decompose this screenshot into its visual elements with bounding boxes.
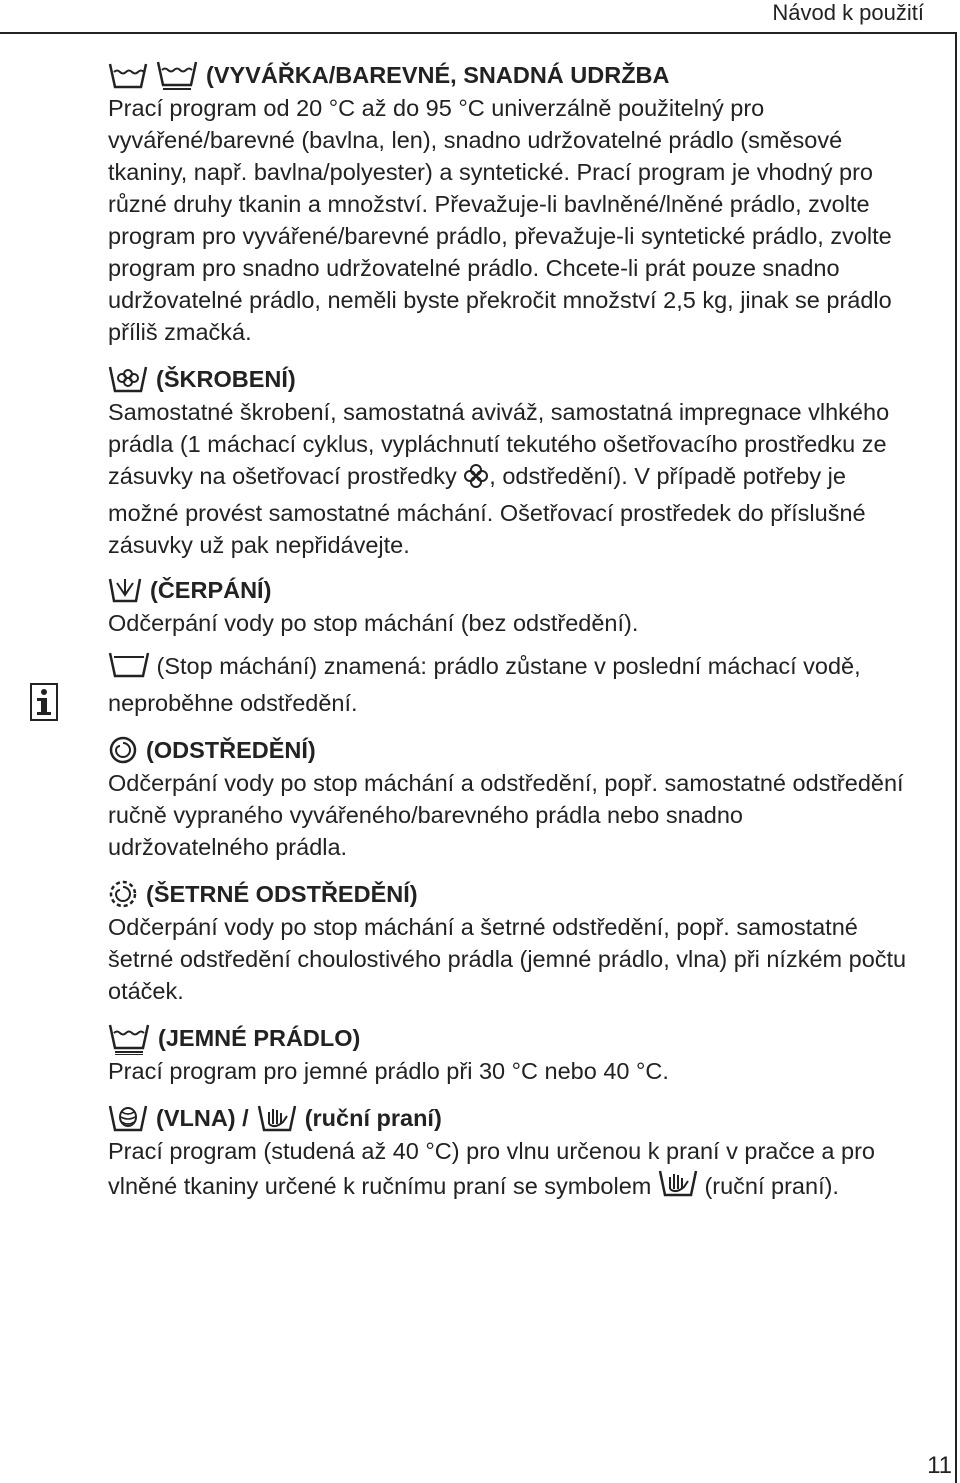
section-odstredeni: [108, 733, 908, 863]
wash-tub-easycare-icon: [156, 58, 198, 92]
section-body-part2: (ruční praní).: [704, 1173, 839, 1199]
section-heading: [108, 733, 908, 767]
section-heading: [108, 573, 908, 607]
section-title: (ŠETRNÉ ODSTŘEDĚNÍ): [146, 881, 418, 907]
section-body-part1: Prací program (studená až 40 °C) pro vlnu určenou k praní v pračce a pro vlněné tkaniny určené k ručnímu praní se symbolem: [108, 1138, 875, 1199]
section-heading: [108, 58, 908, 92]
section-heading: [108, 1021, 908, 1055]
section-heading: [108, 877, 908, 911]
page-number: 11: [927, 1452, 952, 1479]
header-title: Návod k použití: [772, 0, 924, 25]
section-body: Odčerpání vody po stop máchání (bez odstředění).: [108, 610, 639, 636]
section-heading: [108, 362, 908, 396]
wash-tub-icon: [108, 60, 148, 90]
info-icon: [30, 683, 58, 721]
right-margin-rule: [955, 32, 957, 1483]
content: [108, 58, 908, 1207]
delicate-tub-icon: [108, 1021, 150, 1055]
section-heading: [108, 1101, 908, 1135]
section-stop-machani: [108, 649, 908, 719]
section-title: (ODSTŘEDĚNÍ): [146, 737, 316, 763]
flower-icon: [463, 463, 489, 497]
section-title: (JEMNÉ PRÁDLO): [158, 1025, 361, 1051]
section-body-part2: , odstředění). V případě potřeby je možné provést samostatné máchání. Ošetřovací prostředek do příslušné zásuvky už pak nepřidávejte.: [108, 463, 866, 558]
section-body: Odčerpání vody po stop máchání a odstředění, popř. samostatné odstředění ručně vypraného vyvářeného/barevného prádla nebo snadno udržovatelného prádla.: [108, 770, 904, 860]
section-title-part2: (ruční praní): [304, 1105, 442, 1131]
section-body: Odčerpání vody po stop máchání a šetrné odstředění, popř. samostatné šetrné odstředění choulostivého prádla (jemné prádlo, vlna) při nízkém počtu otáček.: [108, 914, 907, 1004]
hand-wash-icon: [658, 1167, 698, 1207]
section-body-part1: Samostatné škrobení, samostatná aviváž, samostatná impregnace vlhkého prádla (1 máchací cyklus, vypláchnutí tekutého ošetřovacího prostředku ze zásuvky na ošetřovací prostředky: [108, 399, 890, 489]
rinse-hold-icon: [108, 649, 150, 687]
hand-wash-icon: [257, 1102, 297, 1134]
starch-tub-icon: [108, 363, 148, 395]
section-skrobeni: [108, 362, 908, 561]
section-body-text: (Stop máchání) znamená: prádlo zůstane v poslední máchací vodě, neproběhne odstředění.: [108, 653, 861, 716]
header-rule: [0, 32, 957, 34]
drain-icon: [108, 575, 142, 605]
section-cerpani: [108, 573, 908, 639]
section-setrne-odstredeni: [108, 877, 908, 1007]
section-body: Prací program pro jemné prádlo při 30 °C nebo 40 °C.: [108, 1058, 669, 1084]
gentle-spin-icon: [108, 879, 138, 909]
section-body: [108, 649, 908, 719]
section-vyvarka: [108, 58, 908, 348]
section-vlna: [108, 1101, 908, 1207]
section-title: (ČERPÁNÍ): [150, 577, 272, 603]
wool-icon: [108, 1102, 148, 1134]
section-body: [108, 396, 908, 561]
section-jemne-pradlo: [108, 1021, 908, 1087]
section-title: (ŠKROBENÍ): [156, 366, 296, 392]
section-title: (VYVÁŘKA/BAREVNÉ, SNADNÁ UDRŽBA: [206, 62, 670, 88]
spin-icon: [108, 735, 138, 765]
section-title-part1: (VLNA) /: [156, 1105, 249, 1131]
section-body: Prací program od 20 °C až do 95 °C univerzálně použitelný pro vyvářené/barevné (bavlna, len), snadno udržovatelné prádlo (směsové tkaniny, např. bavlna/polyester) a syntetické. Prací program je vhodný pro různé druhy tkanin a množství. Převažuje-li bavlněné/lněné prádlo, zvolte program pro vyvářené/barevné prádlo, převažuje-li syntetické prádlo, zvolte program pro snadno udržovatelné prádlo. Chcete-li prát pouze snadno udržovatelné prádlo, neměli byste překročit množství 2,5 kg, jinak se prádlo příliš zmačká.: [108, 95, 892, 345]
section-body: [108, 1135, 908, 1207]
